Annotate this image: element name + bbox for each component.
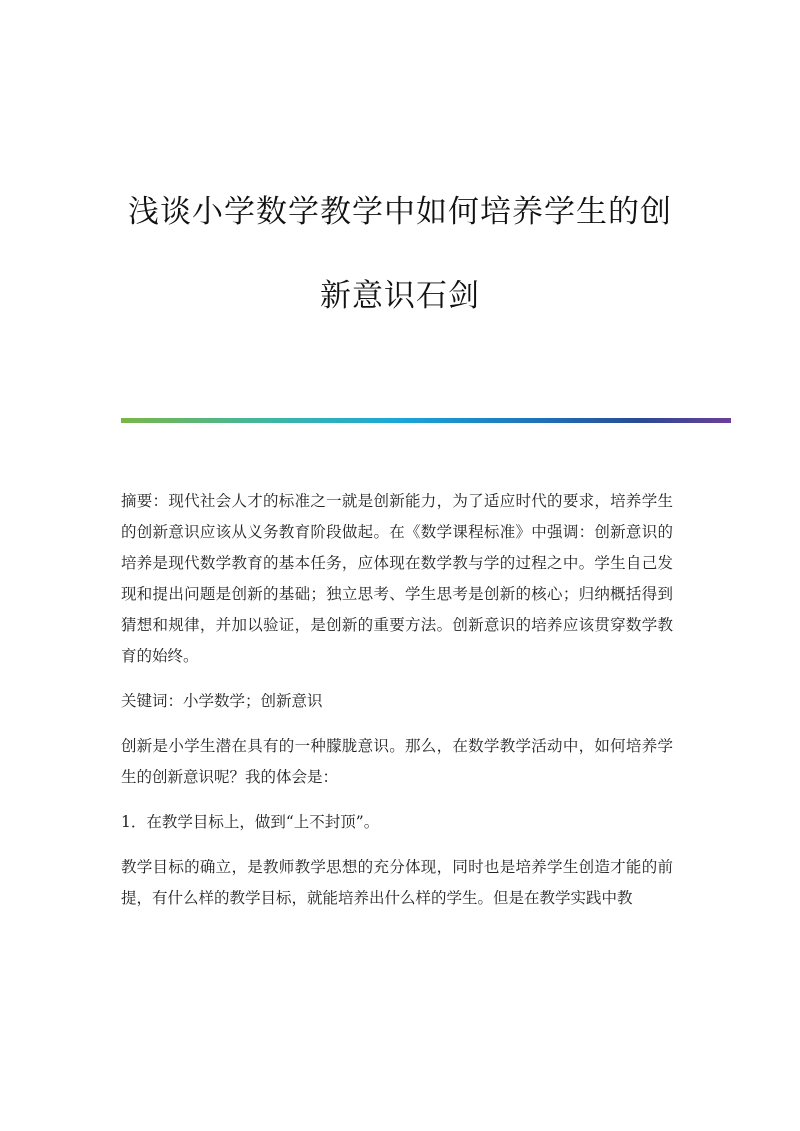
gradient-divider: [121, 418, 731, 423]
document-title-line-1: 浅谈小学数学教学中如何培养学生的创: [128, 194, 672, 230]
document-body: [121, 486, 673, 928]
document-title-line-2: 新意识石剑: [320, 278, 480, 314]
section-heading-1: 1．在教学目标上，做到“上不封顶”。: [121, 813, 380, 831]
intro-paragraph: 创新是小学生潜在具有的一种朦胧意识。那么，在数学教学活动中，如何培养学生的创新意识呢？我的体会是：: [121, 737, 673, 786]
section-1-paragraph: 教学目标的确立，是教师教学思想的充分体现，同时也是培养学生创造才能的前提，有什么样的教学目标，就能培养出什么样的学生。但是在教学实践中教: [121, 858, 673, 907]
keywords-paragraph: 关键词：小学数学；创新意识: [121, 692, 323, 710]
abstract-paragraph: 摘要：现代社会人才的标准之一就是创新能力，为了适应时代的要求，培养学生的创新意识应该从义务教育阶段做起。在《数学课程标准》中强调：创新意识的培养是现代数学教育的基本任务，应体现在数学教与学的过程之中。学生自己发现和提出问题是创新的基础；独立思考、学生思考是创新的核心；归纳概括得到猜想和规律，并加以验证，是创新的重要方法。创新意识的培养应该贯穿数学教育的始终。: [121, 492, 673, 665]
